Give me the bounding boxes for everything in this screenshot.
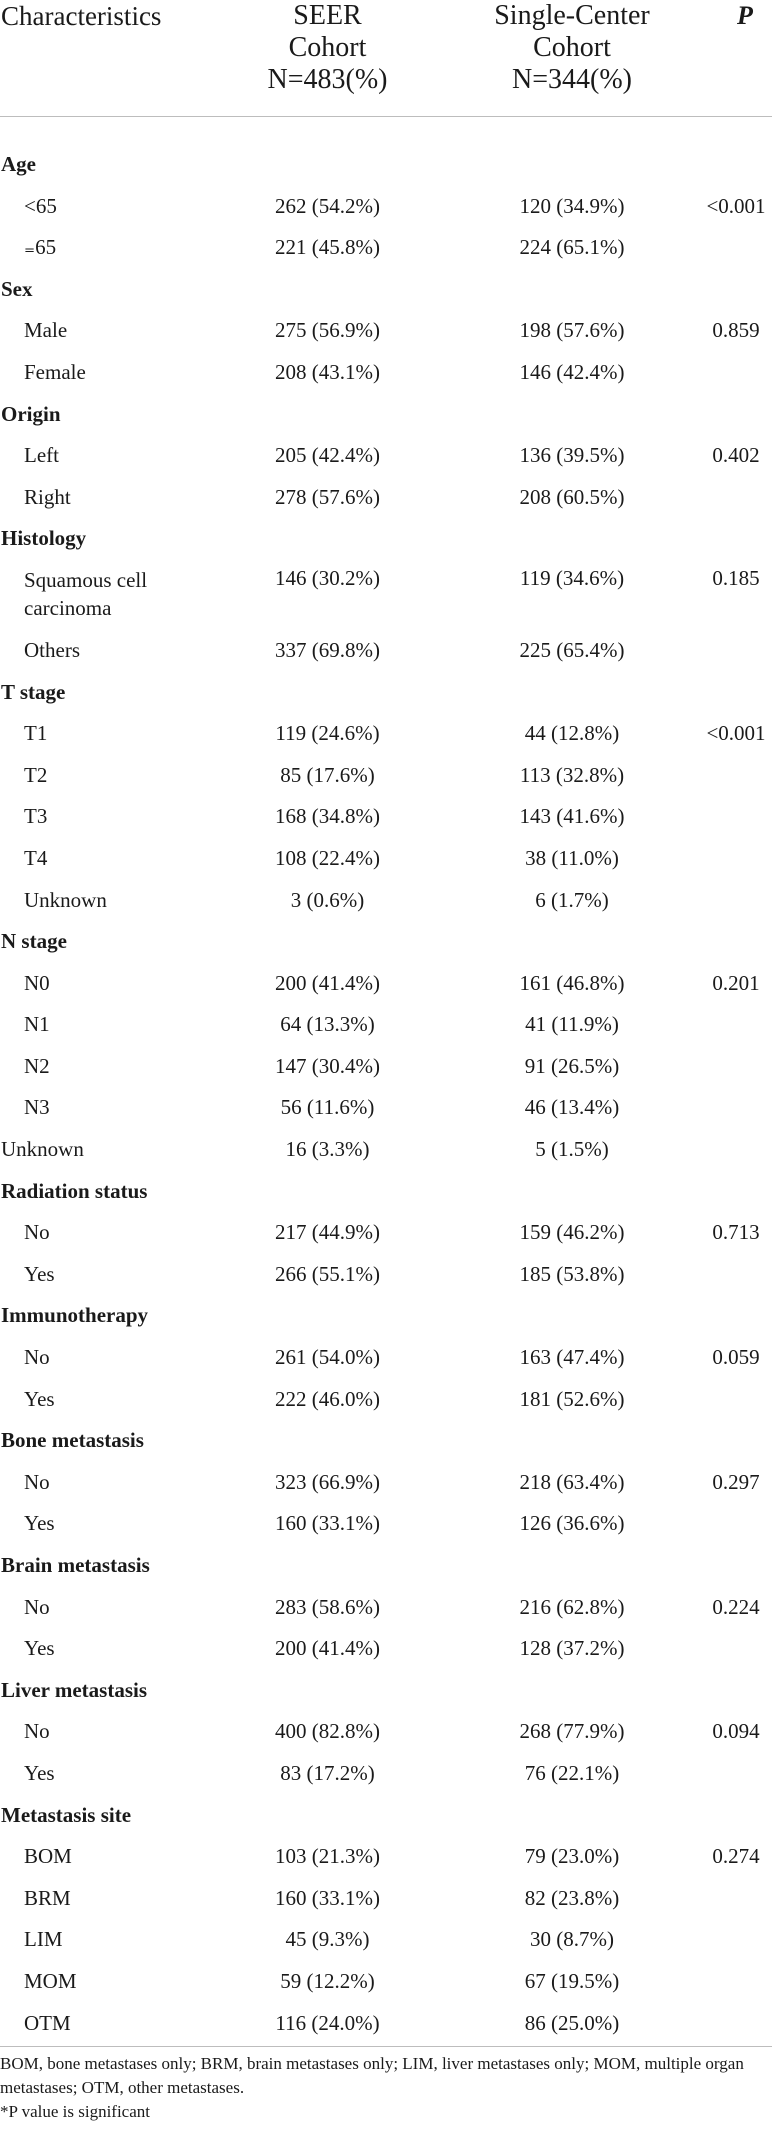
cell-seer: 3 (0.6%): [290, 887, 365, 912]
cell-label: Unknown: [24, 887, 107, 912]
table-row: [0, 431, 772, 473]
cell-p: 0.094: [712, 1719, 760, 1744]
cell-single: 44 (12.8%): [524, 721, 620, 746]
cell-seer: 400 (82.8%): [275, 1719, 380, 1744]
table-footnote: [0, 2052, 772, 2124]
cell-seer: 200 (41.4%): [275, 1636, 380, 1661]
category-row: [0, 917, 772, 959]
cell-single: 126 (36.6%): [519, 1511, 625, 1536]
cell-label: N3: [24, 1095, 50, 1120]
footer-divider: [0, 2046, 772, 2047]
cell-seer: 275 (56.9%): [275, 318, 380, 343]
cell-seer: 168 (34.8%): [275, 804, 380, 829]
cell-single: 161 (46.8%): [519, 970, 625, 995]
cell-single: 6 (1.7%): [535, 887, 609, 912]
cell-p: 0.297: [712, 1469, 760, 1494]
table-row: [0, 1125, 772, 1167]
cell-label: T3: [24, 804, 48, 829]
cell-label: Right: [24, 484, 71, 509]
cell-seer: 222 (46.0%): [275, 1386, 380, 1411]
table-row: [0, 876, 772, 918]
table-row: [0, 1749, 772, 1791]
category-label: Age: [1, 152, 36, 176]
cell-seer: 323 (66.9%): [275, 1469, 380, 1494]
table-row: [0, 1499, 772, 1541]
cell-label: BRM: [24, 1885, 71, 1910]
header-characteristics: [1, 0, 161, 32]
table-row: [0, 556, 772, 626]
cell-single: 216 (62.8%): [519, 1594, 625, 1619]
cell-seer: 108 (22.4%): [275, 845, 380, 870]
table-row: [0, 306, 772, 348]
cell-label: No: [24, 1594, 50, 1619]
cell-label: Male: [24, 318, 68, 343]
cell-single: 119 (34.6%): [519, 565, 625, 590]
cell-single: 86 (25.0%): [524, 2010, 620, 2035]
table-row: [0, 1624, 772, 1666]
cell-single: 113 (32.8%): [519, 762, 625, 787]
cell-label: Left: [24, 443, 59, 468]
cell-label: N0: [24, 970, 50, 995]
cell-seer: 283 (58.6%): [275, 1594, 380, 1619]
cell-single: 198 (57.6%): [519, 318, 625, 343]
cell-single: 225 (65.4%): [519, 637, 625, 662]
cell-label: OTM: [24, 2010, 71, 2035]
category-row: [0, 1791, 772, 1833]
cell-single: 5 (1.5%): [535, 1137, 609, 1162]
cell-label: <65: [24, 193, 57, 218]
cell-p: 0.185: [712, 565, 760, 590]
header-characteristics-label: Characteristics: [1, 1, 162, 31]
cell-seer: 200 (41.4%): [275, 970, 380, 995]
cell-seer: 278 (57.6%): [275, 484, 380, 509]
cell-seer: 147 (30.4%): [275, 1053, 380, 1078]
cell-single: 185 (53.8%): [519, 1261, 625, 1286]
cell-seer: 208 (43.1%): [275, 359, 380, 384]
header-single-line-2: Cohort: [533, 32, 611, 63]
category-row: [0, 1416, 772, 1458]
cell-seer: 261 (54.0%): [275, 1345, 380, 1370]
table-row: [0, 1832, 772, 1874]
cell-seer: 103 (21.3%): [275, 1844, 380, 1869]
cell-label: N2: [24, 1053, 50, 1078]
cell-label: T4: [24, 845, 48, 870]
category-label: Metastasis site: [1, 1802, 132, 1827]
table-row: [0, 473, 772, 515]
table-row: [0, 1583, 772, 1625]
category-label: Origin: [1, 401, 61, 426]
category-row: [0, 1541, 772, 1583]
table-row: [0, 626, 772, 668]
header-seer-cohort: [230, 0, 425, 96]
cell-label: ₌65: [24, 235, 57, 260]
cell-seer: 56 (11.6%): [280, 1095, 375, 1120]
cell-label: Yes: [24, 1386, 55, 1411]
cell-single: 181 (52.6%): [519, 1386, 625, 1411]
header-seer-line-3: N=483(%): [267, 64, 388, 95]
table-row: [0, 1707, 772, 1749]
header-single-center-cohort: [468, 0, 676, 96]
category-row: [0, 140, 772, 182]
cell-single: 79 (23.0%): [524, 1844, 620, 1869]
cell-seer: 16 (3.3%): [285, 1137, 370, 1162]
cell-seer: 85 (17.6%): [280, 762, 375, 787]
table-row: [0, 1042, 772, 1084]
cell-single: 268 (77.9%): [519, 1719, 625, 1744]
cell-single: 76 (22.1%): [524, 1760, 620, 1785]
category-label: Histology: [1, 526, 87, 551]
category-row: [0, 1291, 772, 1333]
category-label: T stage: [1, 679, 66, 704]
cell-label: N1: [24, 1012, 50, 1037]
cell-label: T1: [24, 721, 48, 746]
table-row: [0, 1874, 772, 1916]
cell-seer: 221 (45.8%): [275, 235, 380, 260]
cell-single: 120 (34.9%): [519, 193, 625, 218]
cell-seer: 146 (30.2%): [275, 565, 380, 590]
header-p-label: P: [737, 1, 753, 30]
category-row: [0, 1666, 772, 1708]
cell-seer: 205 (42.4%): [275, 443, 380, 468]
cell-single: 218 (63.4%): [519, 1469, 625, 1494]
table-row: [0, 834, 772, 876]
header-p-value: [720, 0, 770, 32]
cell-seer: 45 (9.3%): [285, 1927, 370, 1952]
cell-label: No: [24, 1345, 50, 1370]
table-row: [0, 1250, 772, 1292]
header-seer-line-1: SEER: [293, 0, 362, 31]
cell-seer: 217 (44.9%): [275, 1220, 380, 1245]
category-row: [0, 1167, 772, 1209]
cell-single: 208 (60.5%): [519, 484, 625, 509]
cell-label: T2: [24, 762, 48, 787]
table-row: [0, 1957, 772, 1999]
header-single-line-3: N=344(%): [512, 64, 632, 95]
cell-seer: 337 (69.8%): [275, 637, 380, 662]
footnote-abbreviations: BOM, bone metastases only; BRM, brain metastases only; LIM, liver metastases only; MOM, multiple organ metastases; OTM, other metastases.: [0, 2054, 744, 2097]
cell-label: No: [24, 1469, 50, 1494]
category-label: Brain metastasis: [1, 1553, 150, 1577]
table-row: [0, 223, 772, 265]
cell-p: 0.402: [712, 443, 760, 468]
header-divider: [0, 116, 772, 117]
category-row: [0, 668, 772, 710]
cell-label: Yes: [24, 1511, 55, 1536]
cell-seer: 160 (33.1%): [275, 1511, 380, 1536]
cell-seer: 266 (55.1%): [275, 1261, 380, 1286]
header-single-line-1: Single-Center: [494, 0, 650, 31]
cell-seer: 59 (12.2%): [280, 1968, 375, 1993]
category-label: Liver metastasis: [1, 1677, 148, 1702]
cell-p: <0.001: [706, 193, 766, 218]
header-seer-line-2: Cohort: [288, 32, 367, 63]
cell-single: 91 (26.5%): [524, 1053, 620, 1078]
table-row: [0, 959, 772, 1001]
cell-seer: 116 (24.0%): [275, 2010, 380, 2035]
footnote-significance: *P value is significant: [0, 2102, 150, 2121]
table-row: [0, 1083, 772, 1125]
table-row: [0, 348, 772, 390]
table-row: [0, 1375, 772, 1417]
cell-single: 46 (13.4%): [524, 1095, 620, 1120]
table-row: [0, 792, 772, 834]
table-row: [0, 182, 772, 224]
category-label: N stage: [1, 929, 67, 954]
cell-single: 159 (46.2%): [519, 1220, 625, 1245]
cell-label: Others: [24, 637, 80, 662]
cell-label: No: [24, 1719, 50, 1744]
table-row: [0, 1333, 772, 1375]
cell-p: <0.001: [706, 721, 766, 746]
cell-label: Female: [24, 359, 86, 384]
cell-label: BOM: [24, 1844, 72, 1869]
cell-single: 136 (39.5%): [519, 443, 625, 468]
cell-seer: 119 (24.6%): [275, 721, 380, 746]
cell-p: 0.713: [712, 1220, 760, 1245]
table-row: [0, 1208, 772, 1250]
cell-seer: 83 (17.2%): [280, 1760, 375, 1785]
cell-label: Yes: [24, 1760, 55, 1785]
table-row: [0, 751, 772, 793]
table-row: [0, 1000, 772, 1042]
cell-single: 82 (23.8%): [524, 1885, 620, 1910]
cell-single: 224 (65.1%): [519, 235, 625, 260]
category-row: [0, 390, 772, 432]
category-label: Bone metastasis: [1, 1428, 144, 1453]
cell-single: 128 (37.2%): [519, 1636, 625, 1661]
category-label: Radiation status: [1, 1178, 148, 1203]
cell-single: 38 (11.0%): [525, 845, 619, 870]
cell-single: 143 (41.6%): [519, 804, 625, 829]
category-label: Immunotherapy: [1, 1303, 149, 1328]
cell-label: LIM: [24, 1927, 63, 1952]
table-row: [0, 1915, 772, 1957]
cell-p: 0.201: [712, 970, 760, 995]
cell-p: 0.059: [712, 1345, 760, 1370]
table-header: [0, 0, 772, 142]
cell-single: 30 (8.7%): [530, 1927, 614, 1952]
cell-label: Yes: [24, 1636, 55, 1661]
cell-single: 41 (11.9%): [525, 1012, 619, 1037]
cell-single: 67 (19.5%): [524, 1968, 620, 1993]
cell-label: Yes: [24, 1261, 55, 1286]
cell-label: MOM: [24, 1968, 77, 1993]
cell-label: Squamous cell carcinoma: [24, 567, 148, 620]
cell-label: Unknown: [1, 1137, 84, 1162]
cell-p: 0.859: [712, 318, 760, 343]
cell-single: 163 (47.4%): [519, 1345, 625, 1370]
cell-seer: 64 (13.3%): [280, 1012, 375, 1037]
cell-seer: 262 (54.2%): [275, 193, 380, 218]
table-body: [0, 140, 772, 2040]
table-row: [0, 1458, 772, 1500]
cell-seer: 160 (33.1%): [275, 1885, 380, 1910]
category-row: [0, 514, 772, 556]
cell-p: 0.274: [712, 1844, 760, 1869]
category-label: Sex: [1, 276, 33, 301]
cell-label: No: [24, 1220, 50, 1245]
cell-single: 146 (42.4%): [519, 359, 625, 384]
table-row: [0, 1999, 772, 2041]
table-row: [0, 709, 772, 751]
cell-p: 0.224: [712, 1594, 760, 1619]
category-row: [0, 265, 772, 307]
